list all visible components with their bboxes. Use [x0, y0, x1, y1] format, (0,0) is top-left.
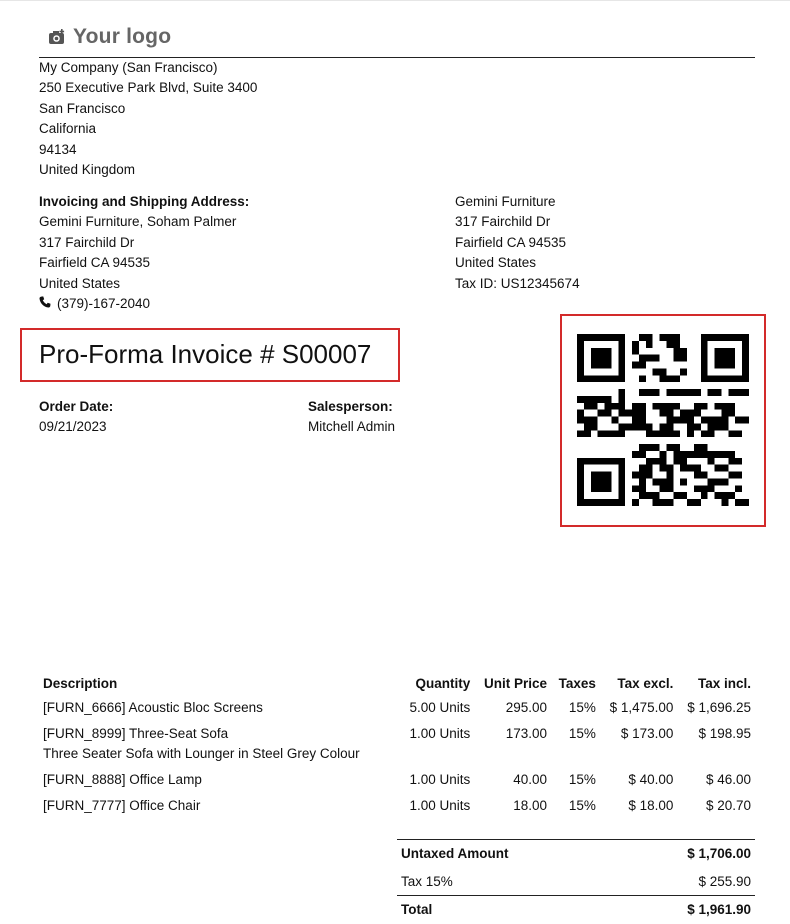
camera-icon	[47, 27, 67, 47]
tax-row	[397, 868, 755, 896]
line-description: [FURN_8888] Office Lamp	[43, 772, 202, 787]
line-tax-excl: $ 1,475.00	[609, 700, 674, 715]
qr-code	[577, 334, 749, 506]
total-value: $ 1,961.90	[687, 902, 751, 918]
line-description: [FURN_6666] Acoustic Bloc Screens	[43, 700, 263, 715]
logo-text: Your logo	[73, 25, 172, 48]
line-quantity: 1.00 Units	[409, 798, 471, 813]
line-unit-price: 173.00	[505, 726, 547, 741]
line-description-title: [FURN_8999] Three-Seat Sofa	[43, 726, 229, 741]
customer-country: United States	[455, 255, 537, 271]
shipping-country: United States	[39, 275, 121, 291]
line-tax-excl: $ 18.00	[628, 798, 674, 813]
line-taxes: 15%	[568, 772, 596, 787]
line-description-detail: Three Seater Sofa with Lounger in Steel Grey Colour	[43, 746, 360, 761]
line-quantity: 1.00 Units	[409, 772, 471, 787]
line-quantity: 5.00 Units	[409, 700, 471, 715]
salesperson-label: Salesperson:	[308, 399, 393, 414]
customer-tax-id: Tax ID: US12345674	[455, 275, 580, 291]
order-lines-table	[39, 672, 755, 819]
shipping-city: Fairfield CA 94535	[39, 255, 151, 271]
untaxed-amount-row	[397, 839, 755, 868]
shipping-address	[39, 192, 249, 314]
line-tax-excl: $ 173.00	[620, 726, 674, 741]
col-quantity: Quantity	[415, 676, 471, 691]
line-quantity: 1.00 Units	[409, 726, 471, 741]
line-tax-incl: $ 20.70	[705, 798, 751, 813]
company-state: California	[39, 121, 97, 137]
line-tax-incl: $ 46.00	[705, 772, 751, 787]
shipping-street: 317 Fairchild Dr	[39, 234, 135, 250]
company-street: 250 Executive Park Blvd, Suite 3400	[39, 80, 258, 96]
phone-number: (379)-167-2040	[57, 296, 151, 312]
col-unit-price: Unit Price	[483, 676, 547, 691]
line-tax-incl: $ 198.95	[698, 726, 751, 741]
tax-value: $ 255.90	[698, 873, 751, 889]
untaxed-value: $ 1,706.00	[687, 846, 751, 862]
customer-address	[455, 192, 580, 294]
total-label: Total	[401, 902, 433, 918]
order-date-value: 09/21/2023	[39, 419, 107, 435]
company-address	[39, 58, 257, 180]
line-description	[39, 721, 400, 767]
company-zip: 94134	[39, 141, 77, 157]
line-taxes: 15%	[568, 700, 596, 715]
tax-label: Tax 15%	[401, 873, 453, 889]
order-date-label: Order Date:	[39, 399, 114, 414]
line-taxes: 15%	[568, 798, 596, 813]
salesperson	[308, 397, 395, 438]
line-unit-price: 40.00	[513, 772, 547, 787]
totals-summary	[397, 839, 755, 924]
invoice-title: Pro-Forma Invoice # S00007	[39, 339, 372, 369]
untaxed-label: Untaxed Amount	[401, 846, 509, 862]
top-border	[0, 0, 790, 1]
salesperson-value: Mitchell Admin	[308, 419, 396, 435]
line-description: [FURN_7777] Office Chair	[43, 798, 201, 813]
total-row	[397, 895, 755, 924]
shipping-phone	[39, 294, 249, 314]
company-logo	[47, 25, 171, 49]
company-country: United Kingdom	[39, 162, 136, 178]
line-tax-excl: $ 40.00	[628, 772, 674, 787]
table-row	[39, 695, 755, 721]
col-tax-excl: Tax excl.	[617, 676, 674, 691]
line-unit-price: 18.00	[513, 798, 547, 813]
col-description: Description	[43, 676, 118, 691]
shipping-label: Invoicing and Shipping Address:	[39, 194, 250, 209]
customer-city: Fairfield CA 94535	[455, 234, 567, 250]
phone-icon	[39, 294, 51, 314]
customer-name: Gemini Furniture	[455, 194, 556, 209]
company-name: My Company (San Francisco)	[39, 60, 218, 75]
line-tax-incl: $ 1,696.25	[687, 700, 751, 715]
col-taxes: Taxes	[558, 676, 596, 691]
table-row	[39, 767, 755, 793]
order-date	[39, 397, 113, 438]
col-tax-incl: Tax incl.	[697, 676, 751, 691]
company-city: San Francisco	[39, 100, 126, 116]
line-unit-price: 295.00	[505, 700, 547, 715]
shipping-name: Gemini Furniture, Soham Palmer	[39, 214, 237, 230]
table-row	[39, 721, 755, 767]
table-header-row	[39, 672, 755, 695]
customer-street: 317 Fairchild Dr	[455, 214, 551, 230]
line-taxes: 15%	[568, 726, 596, 741]
table-row	[39, 793, 755, 819]
